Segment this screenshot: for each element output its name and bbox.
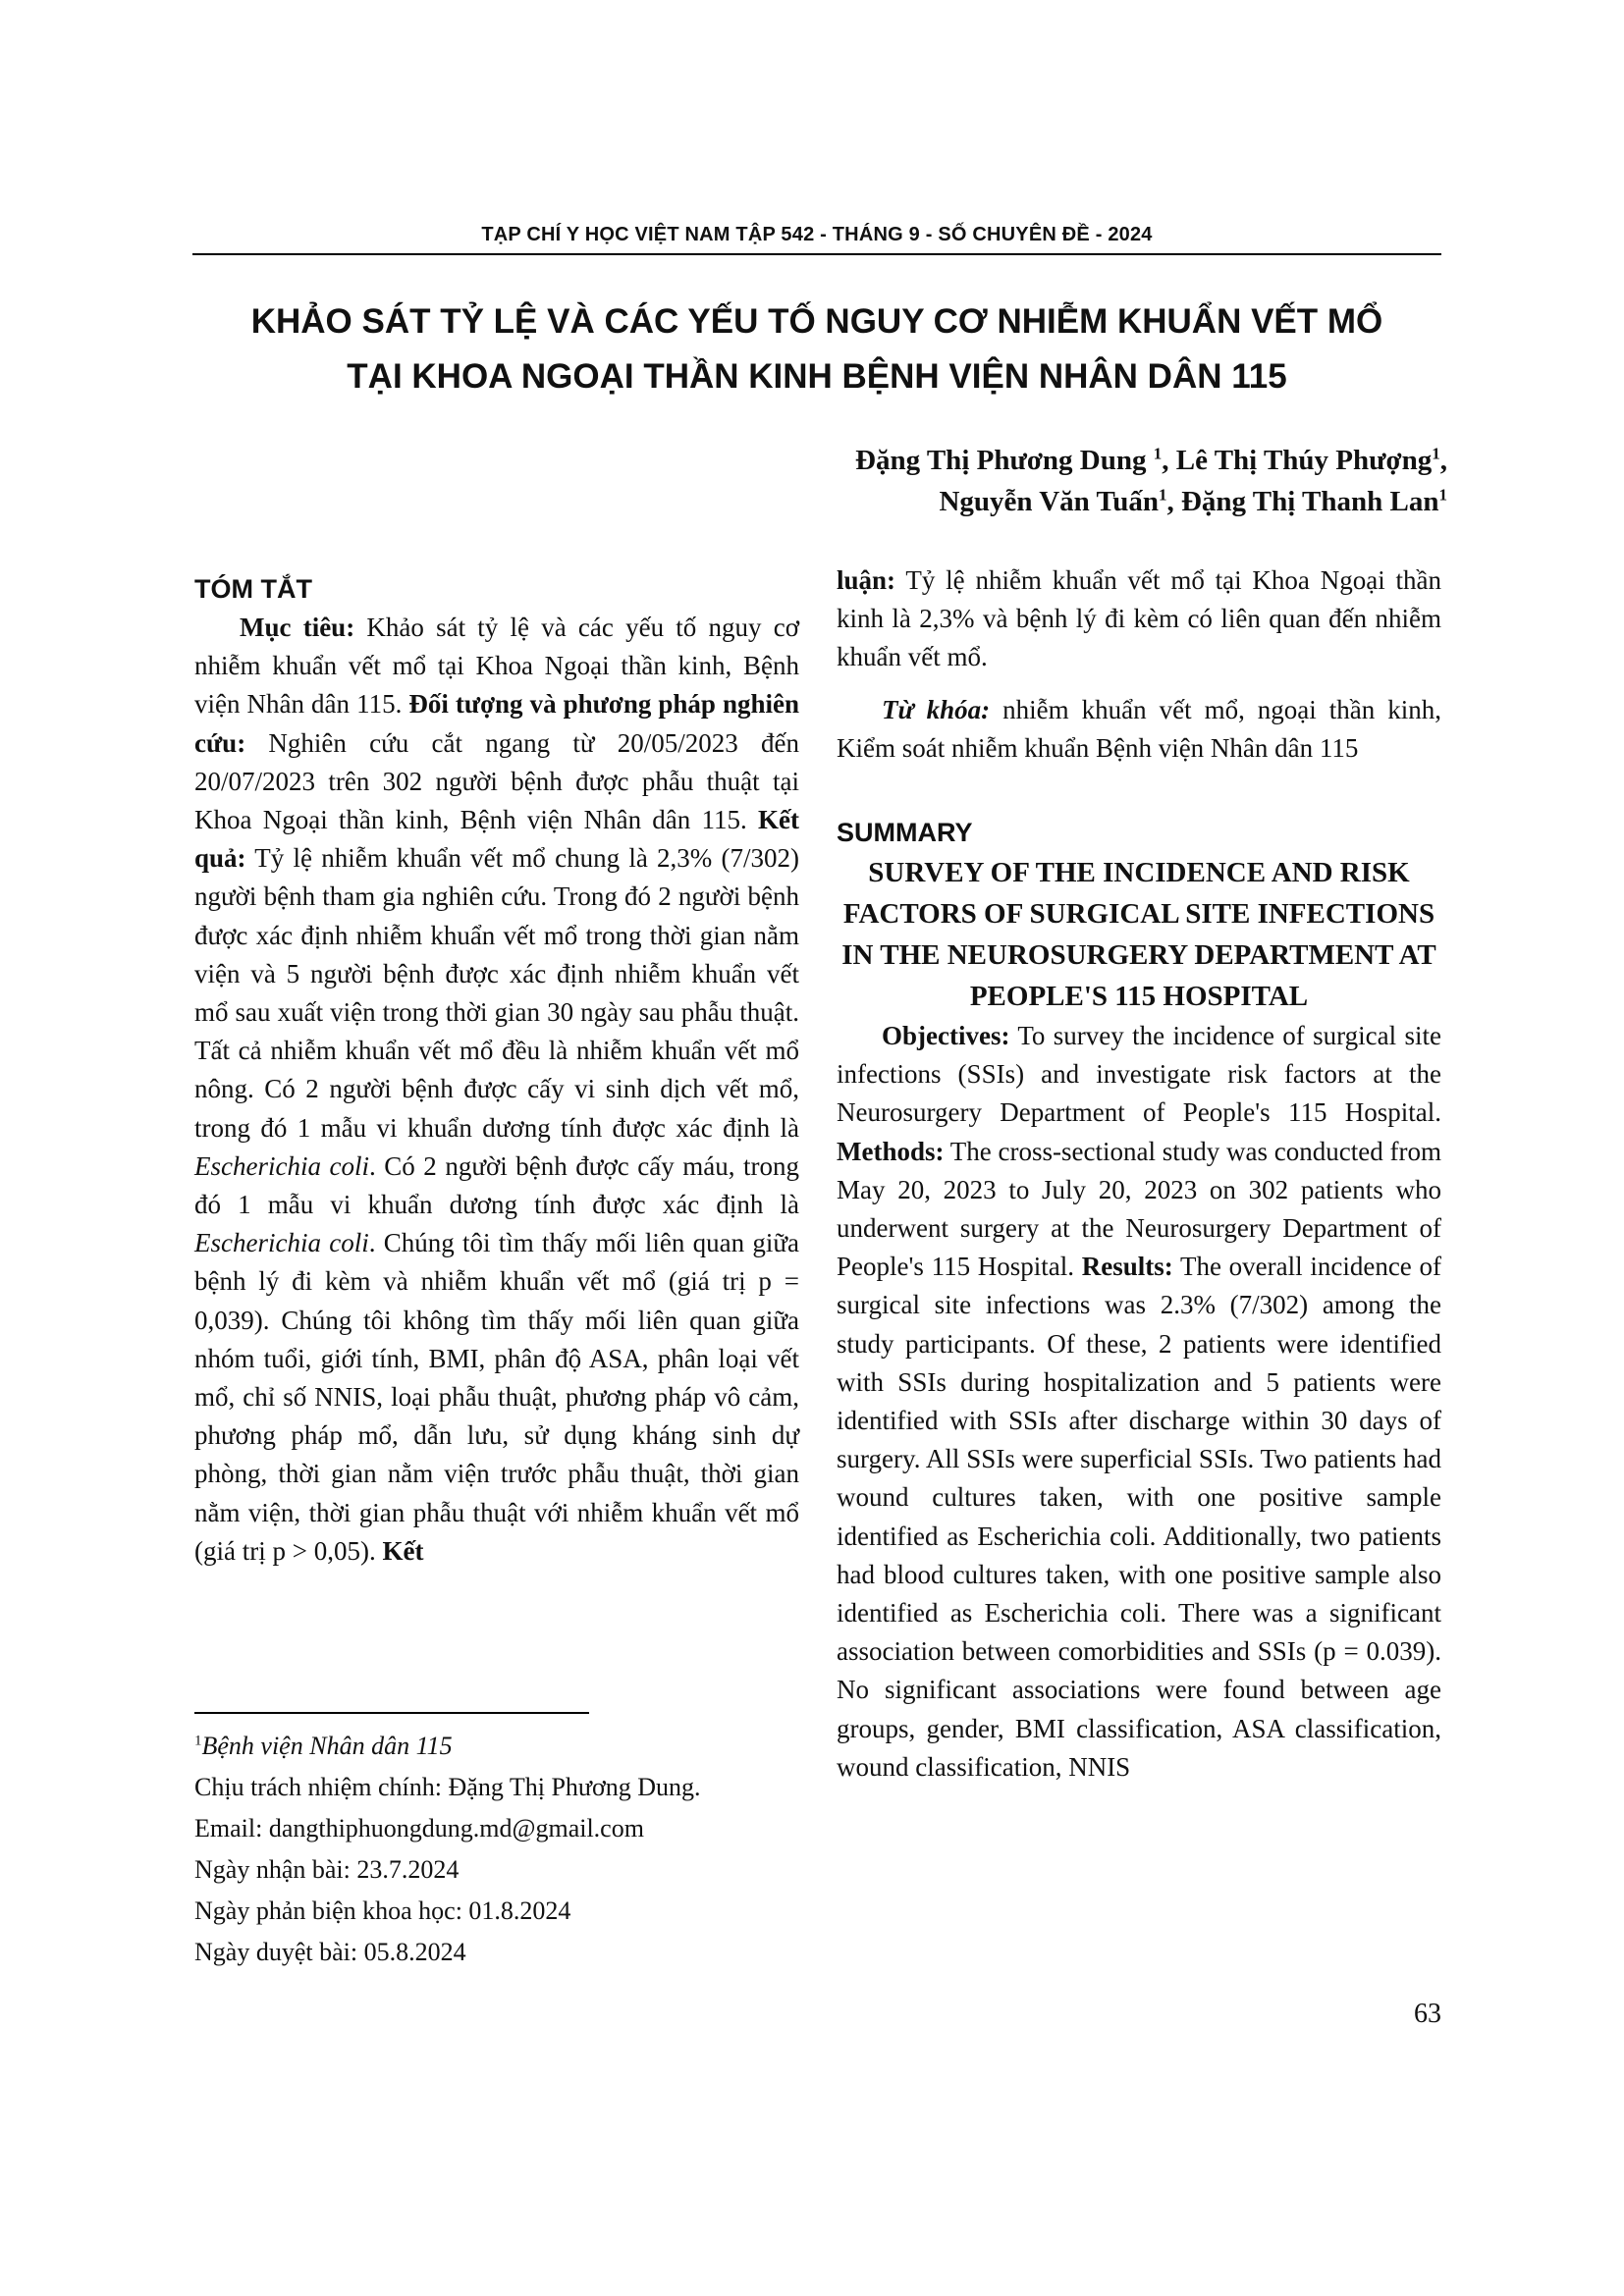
article-title <box>157 294 1477 404</box>
methods-label: Methods: <box>837 1136 945 1166</box>
author-name: , Đặng Thị Thanh Lan <box>1166 486 1439 517</box>
methods-text: Nghiên cứu cắt ngang từ 20/05/2023 đến 20/07/2023 trên 302 người bệnh được phẫu thuật tại Khoa Ngoại thần kinh, Bệnh viện Nhân dân 115. <box>194 727 799 835</box>
conclusion-text: Tỷ lệ nhiễm khuẩn vết mổ tại Khoa Ngoại thần kinh là 2,3% và bệnh lý đi kèm có liên quan đến nhiễm khuẩn vết mổ. <box>837 565 1441 672</box>
objectives-text: To survey the incidence of surgical site infections (SSIs) and investigate risk factors at the Neurosurgery Department of People's 115 Hospital. <box>837 1021 1441 1128</box>
title-line-1: KHẢO SÁT TỶ LỆ VÀ CÁC YẾU TỐ NGUY CƠ NHIỄM KHUẨN VẾT MỔ <box>250 302 1383 341</box>
footnote-accepted: Ngày duyệt bài: 05.8.2024 <box>194 1938 466 1966</box>
keywords-label: Từ khóa: <box>882 694 991 724</box>
conclusion-label: luận: <box>837 565 896 595</box>
author-name: , Lê Thị Thúy Phượng <box>1162 445 1433 476</box>
right-column <box>837 561 1441 1787</box>
keywords-text: nhiễm khuẩn vết mổ, ngoại thần kinh, Kiểm soát nhiễm khuẩn Bệnh viện Nhân dân 115 <box>837 694 1441 763</box>
affiliation-mark: 1 <box>194 1733 202 1749</box>
affiliation-mark: 1 <box>1158 485 1167 505</box>
summary-heading: SUMMARY <box>837 818 973 848</box>
results-text: The overall incidence of surgical site infections was 2.3% (7/302) among the study participants. Of these, 2 patients were identified with SSIs during hospitalization and 5 patients were identified with SSIs after discharge within 30 days of surgery. All SSIs were superficial SSIs. Two patients had wound cultures taken, with one positive sample identified as Escherichia coli. Additionally, two patients had blood cultures taken, with one positive sample also identified as Escherichia coli. There was a significant association between comorbidities and SSIs (p = 0.039). No significant associations were found between age groups, gender, BMI classification, ASA classification, wound classification, NNIS <box>837 1252 1441 1782</box>
author-list <box>855 440 1447 522</box>
conclusion-label: Kết <box>382 1535 424 1566</box>
organism-name: Escherichia coli <box>194 1228 369 1258</box>
footnote-email: Email: dangthiphuongdung.md@gmail.com <box>194 1814 644 1842</box>
affiliation-mark: 1 <box>1153 444 1163 463</box>
title-line-2: TẠI KHOA NGOẠI THẦN KINH BỆNH VIỆN NHÂN DÂN 115 <box>347 357 1287 396</box>
results-text: . Chúng tôi tìm thấy mối liên quan giữa bệnh lý đi kèm và nhiễm khuẩn vết mổ (giá trị p = 0,039). Chúng tôi không tìm thấy mối liên quan giữa nhóm tuổi, giới tính, BMI, phân độ ASA, phân loại vết mổ, chỉ số NNIS, loại phẫu thuật, phương pháp vô cảm, phương pháp mổ, dẫn lưu, sử dụng kháng sinh dự phòng, thời gian nằm viện trước phẫu thuật, thời gian nằm viện, thời gian phẫu thuật với nhiễm khuẩn vết mổ (giá trị p > 0,05). <box>194 1228 799 1566</box>
left-column <box>194 569 799 1571</box>
methods-label: Đối tượng và phương pháp nghiên cứu: <box>194 689 799 758</box>
running-header: TẠP CHÍ Y HỌC VIỆT NAM TẬP 542 - THÁNG 9 - SỐ CHUYÊN ĐỀ - 2024 <box>481 224 1153 245</box>
author-name: Đặng Thị Phương Dung <box>855 445 1154 476</box>
footnote-corresponding: Chịu trách nhiệm chính: Đặng Thị Phương Dung. <box>194 1773 701 1801</box>
methods-text: The cross-sectional study was conducted from May 20, 2023 to July 20, 2023 on 302 patients who underwent surgery at the Neurosurgery Department of People's 115 Hospital. <box>837 1136 1441 1282</box>
author-separator: , <box>1439 445 1447 476</box>
summary-body <box>837 1017 1441 1787</box>
summary-title: SURVEY OF THE INCIDENCE AND RISK FACTORS OF SURGICAL SITE INFECTIONS IN THE NEUROSURGERY DEPARTMENT AT PEOPLE'S 115 HOSPITAL <box>841 857 1436 1013</box>
affiliation-text: Bệnh viện Nhân dân 115 <box>201 1732 453 1760</box>
abstract-vi-heading: TÓM TẮT <box>194 574 312 604</box>
results-label: Results: <box>1081 1252 1173 1282</box>
author-name: Nguyễn Văn Tuấn <box>939 486 1159 517</box>
abstract-vi-conclusion <box>837 561 1441 677</box>
page-number: 63 <box>1414 1999 1441 2029</box>
objectives-text: Khảo sát tỷ lệ và các yếu tố nguy cơ nhiễm khuẩn vết mổ tại Khoa Ngoại thần kinh, Bệnh viện Nhân dân 115. <box>194 613 799 720</box>
results-label: Kết quả: <box>194 805 799 874</box>
objectives-label: Objectives: <box>882 1021 1010 1051</box>
results-text: Tỷ lệ nhiễm khuẩn vết mổ chung là 2,3% (7/302) người bệnh tham gia nghiên cứu. Trong đó 2 người bệnh được xác định nhiễm khuẩn vết mổ trong thời gian nằm viện và 5 người bệnh được xác định nhiễm khuẩn vết mổ sau xuất viện trong thời gian 30 ngày sau phẫu thuật. Tất cả nhiễm khuẩn vết mổ đều là nhiễm khuẩn vết mổ nông. Có 2 người bệnh được cấy vi sinh dịch vết mổ, trong đó 1 mẫu vi khuẩn dương tính được xác định là <box>194 843 799 1143</box>
affiliation-mark: 1 <box>1438 485 1447 505</box>
header-rule <box>192 253 1441 255</box>
author-line-1 <box>855 440 1447 481</box>
footnote-received: Ngày nhận bài: 23.7.2024 <box>194 1855 460 1884</box>
footnote-affiliation <box>194 1726 823 1767</box>
keywords-vi <box>837 691 1441 768</box>
results-text: . Có 2 người bệnh được cấy máu, trong đó 1 mẫu vi khuẩn dương tính được xác định là <box>194 1150 799 1220</box>
footnote-rule <box>194 1712 589 1714</box>
author-line-2 <box>855 481 1447 522</box>
footnotes <box>194 1726 823 1973</box>
organism-name: Escherichia coli <box>194 1150 369 1181</box>
affiliation-mark: 1 <box>1432 444 1440 463</box>
abstract-vi-body <box>194 609 799 1571</box>
objectives-label: Mục tiêu: <box>240 613 355 642</box>
footnote-reviewed: Ngày phản biện khoa học: 01.8.2024 <box>194 1896 571 1925</box>
